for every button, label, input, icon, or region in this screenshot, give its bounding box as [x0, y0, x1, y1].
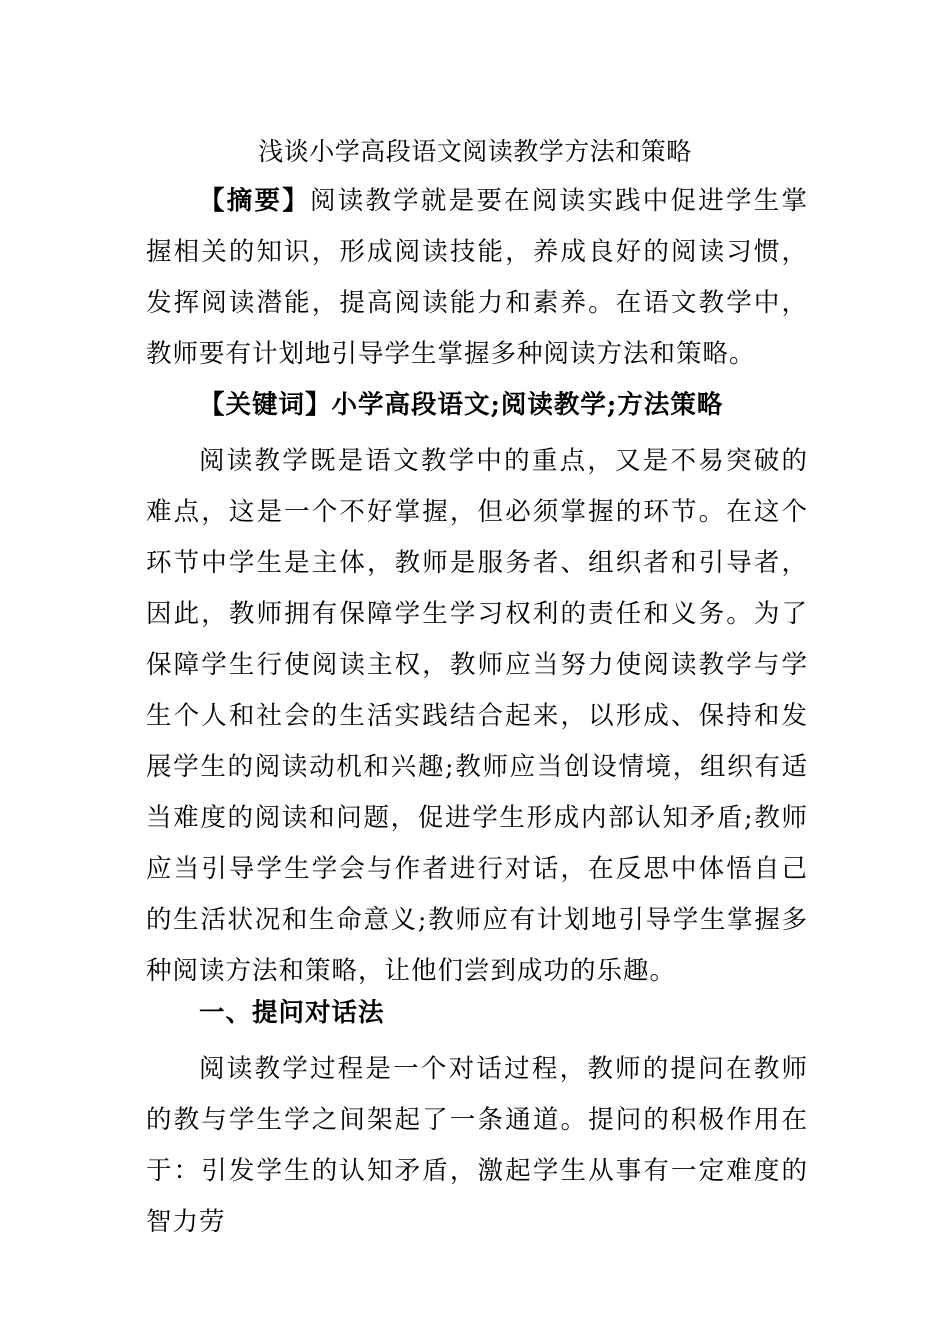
keywords-label: 【关键词】	[199, 390, 332, 420]
body-paragraph-1: 阅读教学既是语文教学中的重点，又是不易突破的难点，这是一个不好掌握，但必须掌握的环节。在这个环节中学生是主体，教师是服务者、组织者和引导者，因此，教师拥有保障学生学习权利的责任和义务。为了保障学生行使阅读主权，教师应当努力使阅读教学与学生个人和社会的生活实践结合起来，以形成、保持和发展学生的阅读动机和兴趣;教师应当创设情境，组织有适当难度的阅读和问题，促进学生形成内部认知矛盾;教师应当引导学生学会与作者进行对话，在反思中体悟自己的生活状况和生命意义;教师应有计划地引导学生掌握多种阅读方法和策略，让他们尝到成功的乐趣。	[146, 446, 808, 986]
abstract-paragraph	[146, 176, 808, 380]
keywords-text: 小学高段语文;阅读教学;方法策略	[331, 390, 724, 420]
abstract-text: 阅读教学就是要在阅读实践中促进学生掌握相关的知识，形成阅读技能，养成良好的阅读习惯，发挥阅读潜能，提高阅读能力和素养。在语文教学中，教师要有计划地引导学生掌握多种阅读方法和策略。	[146, 186, 808, 369]
body-paragraph-2: 阅读教学过程是一个对话过程，教师的提问在教师的教与学生学之间架起了一条通道。提问的积极作用在于：引发学生的认知矛盾，激起学生从事有一定难度的智力劳	[146, 1054, 808, 1237]
document-title: 浅谈小学高段语文阅读教学方法和策略	[258, 137, 692, 166]
keywords-paragraph	[146, 380, 808, 431]
abstract-label: 【摘要】	[199, 186, 310, 216]
section-heading-1: 一、提问对话法	[199, 998, 385, 1028]
